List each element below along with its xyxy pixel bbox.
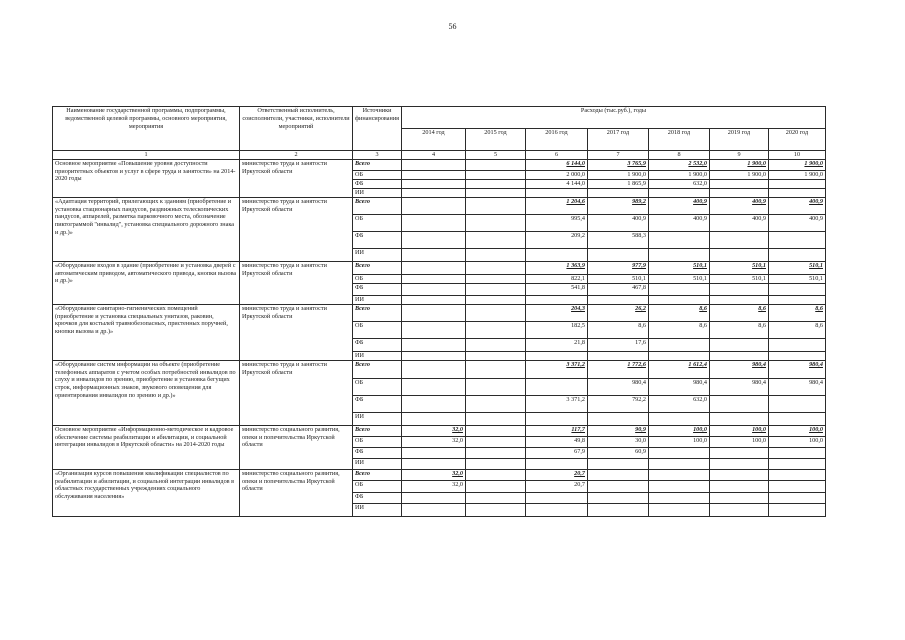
- value-cell: 8,6: [768, 304, 825, 321]
- value-cell: [401, 447, 465, 458]
- value-cell: 32,0: [401, 436, 465, 447]
- value-cell: 209,2: [525, 231, 587, 248]
- value-cell: [401, 248, 465, 261]
- value-cell: [768, 295, 825, 304]
- value-cell: [401, 321, 465, 338]
- value-cell: [768, 458, 825, 469]
- executor: министерство труда и занятости Иркутской области: [240, 197, 353, 261]
- value-cell: [401, 412, 465, 425]
- value-cell: 4 144,0: [525, 179, 587, 188]
- value-cell: [465, 274, 525, 283]
- value-cell: 632,0: [648, 395, 709, 412]
- value-cell: [465, 412, 525, 425]
- value-cell: [401, 179, 465, 188]
- value-cell: 588,3: [587, 231, 648, 248]
- activity-name: «Оборудование систем информации на объекте (приобретение телефонных аппаратов с учетом особых потребностей инвалидов по слуху и инвалидов по зрению, приобретение и установка бегущих строк, информационных знаков, звукового оповещения для ориентирования инвалидов по зрению и др.)»: [53, 360, 240, 425]
- value-cell: [401, 360, 465, 378]
- value-cell: [709, 395, 768, 412]
- value-cell: 6 144,0: [525, 159, 587, 170]
- value-cell: [401, 458, 465, 469]
- table-row: [53, 197, 826, 214]
- funding-source: ИИ: [353, 295, 402, 304]
- table-row: [53, 469, 826, 480]
- value-cell: [465, 458, 525, 469]
- value-cell: 49,8: [525, 436, 587, 447]
- value-cell: [465, 425, 525, 436]
- column-number: 5: [465, 151, 525, 160]
- funding-source: ИИ: [353, 412, 402, 425]
- executor: министерство труда и занятости Иркутской области: [240, 360, 353, 425]
- value-cell: 204,3: [525, 304, 587, 321]
- value-cell: [587, 295, 648, 304]
- column-number: 10: [768, 151, 825, 160]
- value-cell: 980,4: [587, 378, 648, 395]
- header-year: 2019 год: [709, 129, 768, 151]
- value-cell: 182,5: [525, 321, 587, 338]
- value-cell: 1 900,0: [709, 170, 768, 179]
- table-row: [53, 159, 826, 170]
- funding-source: ИИ: [353, 503, 402, 516]
- value-cell: 3 765,9: [587, 159, 648, 170]
- value-cell: [768, 338, 825, 351]
- value-cell: [648, 231, 709, 248]
- header-year: 2020 год: [768, 129, 825, 151]
- funding-source: ИИ: [353, 188, 402, 197]
- funding-source: ИИ: [353, 351, 402, 360]
- value-cell: [401, 159, 465, 170]
- value-cell: [709, 480, 768, 492]
- value-cell: 400,9: [648, 197, 709, 214]
- value-cell: 8,6: [648, 304, 709, 321]
- value-cell: [587, 503, 648, 516]
- value-cell: [465, 188, 525, 197]
- funding-source: ФБ: [353, 179, 402, 188]
- value-cell: [648, 283, 709, 295]
- header-year: 2016 год: [525, 129, 587, 151]
- header-col-source: Источники финансирования: [353, 107, 402, 151]
- value-cell: [401, 351, 465, 360]
- value-cell: 100,0: [768, 436, 825, 447]
- value-cell: 467,8: [587, 283, 648, 295]
- value-cell: 117,7: [525, 425, 587, 436]
- value-cell: 980,4: [768, 360, 825, 378]
- value-cell: [465, 248, 525, 261]
- funding-source: Всего: [353, 360, 402, 378]
- value-cell: [768, 503, 825, 516]
- value-cell: [401, 197, 465, 214]
- value-cell: 8,6: [768, 321, 825, 338]
- page-number: 56: [448, 22, 457, 31]
- value-cell: [709, 412, 768, 425]
- value-cell: 400,9: [768, 197, 825, 214]
- value-cell: 67,9: [525, 447, 587, 458]
- value-cell: [709, 179, 768, 188]
- value-cell: 2 532,0: [648, 159, 709, 170]
- activity-name: Основное мероприятие «Информационно-методическое и кадровое обеспечение системы реабилитации и абилитации, и социальной интеграции инвалидов в Иркутской области» на 2014-2020 годы: [53, 425, 240, 469]
- value-cell: 510,1: [768, 261, 825, 274]
- value-cell: 2 000,0: [525, 170, 587, 179]
- value-cell: [465, 231, 525, 248]
- funding-source: ОБ: [353, 480, 402, 492]
- value-cell: 1 900,0: [587, 170, 648, 179]
- executor: министерство социального развития, опеки и попечительства Иркутской области: [240, 425, 353, 469]
- value-cell: [401, 295, 465, 304]
- value-cell: [587, 458, 648, 469]
- value-cell: [648, 458, 709, 469]
- value-cell: [709, 231, 768, 248]
- value-cell: [465, 469, 525, 480]
- header-expenses: Расходы (тыс.руб.), годы: [401, 107, 825, 129]
- value-cell: [465, 480, 525, 492]
- value-cell: [768, 248, 825, 261]
- value-cell: 995,4: [525, 214, 587, 231]
- value-cell: [709, 492, 768, 503]
- value-cell: [465, 159, 525, 170]
- value-cell: [401, 214, 465, 231]
- column-number: 8: [648, 151, 709, 160]
- value-cell: 510,1: [768, 274, 825, 283]
- funding-source: Всего: [353, 469, 402, 480]
- value-cell: [465, 179, 525, 188]
- value-cell: 8,6: [648, 321, 709, 338]
- activity-name: Основное мероприятие «Повышение уровня доступности приоритетных объектов и услуг в сфере труда и занятости» на 2014-2020 годы: [53, 159, 240, 197]
- value-cell: [768, 351, 825, 360]
- table-row: [53, 261, 826, 274]
- executor: министерство труда и занятости Иркутской области: [240, 159, 353, 197]
- value-cell: 632,0: [648, 179, 709, 188]
- value-cell: 21,8: [525, 338, 587, 351]
- value-cell: [768, 469, 825, 480]
- funding-source: ИИ: [353, 248, 402, 261]
- value-cell: [587, 492, 648, 503]
- funding-source: ОБ: [353, 170, 402, 179]
- value-cell: [648, 412, 709, 425]
- funding-source: ИИ: [353, 458, 402, 469]
- value-cell: [401, 261, 465, 274]
- funding-source: Всего: [353, 304, 402, 321]
- value-cell: [465, 436, 525, 447]
- header-year: 2014 год: [401, 129, 465, 151]
- value-cell: 510,1: [709, 274, 768, 283]
- value-cell: 1 865,9: [587, 179, 648, 188]
- funding-source: ФБ: [353, 492, 402, 503]
- column-number: 2: [240, 151, 353, 160]
- column-number: 1: [53, 151, 240, 160]
- value-cell: [465, 283, 525, 295]
- value-cell: [465, 304, 525, 321]
- value-cell: [525, 492, 587, 503]
- value-cell: 400,9: [709, 197, 768, 214]
- header-col-executor: Ответственный исполнитель, соисполнители, участники, исполнители мероприятий: [240, 107, 353, 151]
- value-cell: [401, 188, 465, 197]
- value-cell: 1 900,0: [768, 170, 825, 179]
- value-cell: 3 371,2: [525, 360, 587, 378]
- value-cell: [709, 458, 768, 469]
- value-cell: 20,7: [525, 469, 587, 480]
- value-cell: [709, 469, 768, 480]
- value-cell: 822,1: [525, 274, 587, 283]
- value-cell: 17,6: [587, 338, 648, 351]
- value-cell: 100,0: [709, 436, 768, 447]
- value-cell: [401, 274, 465, 283]
- value-cell: [465, 503, 525, 516]
- value-cell: 8,6: [709, 321, 768, 338]
- value-cell: 541,8: [525, 283, 587, 295]
- value-cell: [401, 231, 465, 248]
- value-cell: 1 900,0: [648, 170, 709, 179]
- value-cell: [401, 170, 465, 179]
- column-number: 7: [587, 151, 648, 160]
- table-row: [53, 425, 826, 436]
- value-cell: 792,2: [587, 395, 648, 412]
- value-cell: 400,9: [587, 214, 648, 231]
- value-cell: 100,0: [768, 425, 825, 436]
- value-cell: [709, 338, 768, 351]
- funding-source: ФБ: [353, 447, 402, 458]
- value-cell: [709, 283, 768, 295]
- activity-name: «Адаптация территорий, прилегающих к зданиям (приобретение и установка стационарных пандусов, раздвижных телескопических пандусов, аппарелей, разметка парковочного места, обозначение пиктограммой "инвалид", установка специального дорожного знака и др.)»: [53, 197, 240, 261]
- value-cell: [525, 351, 587, 360]
- value-cell: [768, 447, 825, 458]
- value-cell: [768, 188, 825, 197]
- value-cell: [525, 248, 587, 261]
- value-cell: [648, 248, 709, 261]
- funding-source: ФБ: [353, 283, 402, 295]
- value-cell: [465, 395, 525, 412]
- activity-name: «Организация курсов повышения квалификации специалистов по реабилитации и абилитации, и социальной интеграции инвалидов в областных государственных учреждениях социального обслуживания населения»: [53, 469, 240, 516]
- value-cell: 32,0: [401, 480, 465, 492]
- value-cell: 100,0: [648, 436, 709, 447]
- header-year: 2018 год: [648, 129, 709, 151]
- funding-source: Всего: [353, 261, 402, 274]
- value-cell: [648, 447, 709, 458]
- value-cell: 90,9: [587, 425, 648, 436]
- column-number: 3: [353, 151, 402, 160]
- value-cell: [648, 351, 709, 360]
- value-cell: [648, 338, 709, 351]
- value-cell: [648, 295, 709, 304]
- value-cell: [709, 248, 768, 261]
- value-cell: 510,1: [648, 274, 709, 283]
- budget-table: [52, 106, 826, 517]
- value-cell: 980,4: [648, 378, 709, 395]
- value-cell: [648, 503, 709, 516]
- value-cell: [465, 492, 525, 503]
- funding-source: ОБ: [353, 378, 402, 395]
- funding-source: Всего: [353, 425, 402, 436]
- value-cell: [648, 492, 709, 503]
- value-cell: 1 772,6: [587, 360, 648, 378]
- value-cell: 100,0: [648, 425, 709, 436]
- column-number: 9: [709, 151, 768, 160]
- value-cell: [465, 295, 525, 304]
- value-cell: [401, 503, 465, 516]
- value-cell: 989,2: [587, 197, 648, 214]
- value-cell: [768, 492, 825, 503]
- value-cell: [401, 338, 465, 351]
- value-cell: [401, 492, 465, 503]
- value-cell: 100,0: [709, 425, 768, 436]
- value-cell: 20,7: [525, 480, 587, 492]
- activity-name: «Оборудование входов в здание (приобретение и установка дверей с автоматическим приводом, автоматического привода, кнопки вызова и др.)»: [53, 261, 240, 304]
- value-cell: [465, 338, 525, 351]
- executor: министерство труда и занятости Иркутской области: [240, 304, 353, 360]
- value-cell: [401, 304, 465, 321]
- value-cell: [587, 351, 648, 360]
- value-cell: 400,9: [709, 214, 768, 231]
- value-cell: 30,0: [587, 436, 648, 447]
- table-row: [53, 360, 826, 378]
- value-cell: [648, 188, 709, 197]
- funding-source: ОБ: [353, 436, 402, 447]
- value-cell: 1 900,0: [768, 159, 825, 170]
- value-cell: [465, 170, 525, 179]
- value-cell: 1 204,6: [525, 197, 587, 214]
- value-cell: 510,1: [709, 261, 768, 274]
- value-cell: [525, 412, 587, 425]
- value-cell: [465, 447, 525, 458]
- header-col-name: Наименование государственной программы, подпрограммы, ведомственной целевой программы, основного мероприятия, мероприятия: [53, 107, 240, 151]
- value-cell: 3 371,2: [525, 395, 587, 412]
- executor: министерство труда и занятости Иркутской области: [240, 261, 353, 304]
- value-cell: [587, 412, 648, 425]
- value-cell: [587, 480, 648, 492]
- value-cell: [768, 283, 825, 295]
- value-cell: [465, 378, 525, 395]
- value-cell: 980,4: [709, 378, 768, 395]
- value-cell: 60,9: [587, 447, 648, 458]
- column-number: 6: [525, 151, 587, 160]
- value-cell: [709, 503, 768, 516]
- value-cell: 980,4: [709, 360, 768, 378]
- value-cell: [587, 188, 648, 197]
- value-cell: 510,1: [587, 274, 648, 283]
- value-cell: 32,0: [401, 425, 465, 436]
- value-cell: [465, 214, 525, 231]
- value-cell: [401, 378, 465, 395]
- value-cell: [768, 395, 825, 412]
- value-cell: [525, 188, 587, 197]
- value-cell: [465, 261, 525, 274]
- value-cell: 8,6: [709, 304, 768, 321]
- funding-source: ОБ: [353, 274, 402, 283]
- value-cell: [525, 295, 587, 304]
- executor: министерство социального развития, опеки и попечительства Иркутской области: [240, 469, 353, 516]
- activity-name: «Оборудование санитарно-гигиенических помещений (приобретение и установка специальных унитазов, раковин, крючков для костылей травмобезопасных, пристенных поручней, кнопки вызова и др.)»: [53, 304, 240, 360]
- value-cell: 977,9: [587, 261, 648, 274]
- value-cell: [525, 378, 587, 395]
- value-cell: 1 900,0: [709, 159, 768, 170]
- table-row: [53, 304, 826, 321]
- funding-source: ОБ: [353, 214, 402, 231]
- value-cell: [709, 351, 768, 360]
- value-cell: [525, 503, 587, 516]
- column-number: 4: [401, 151, 465, 160]
- value-cell: [465, 197, 525, 214]
- value-cell: [709, 295, 768, 304]
- funding-source: Всего: [353, 159, 402, 170]
- value-cell: 8,6: [587, 321, 648, 338]
- funding-source: ОБ: [353, 321, 402, 338]
- value-cell: 400,9: [648, 214, 709, 231]
- value-cell: [525, 458, 587, 469]
- header-year: 2015 год: [465, 129, 525, 151]
- value-cell: [648, 469, 709, 480]
- value-cell: [465, 351, 525, 360]
- funding-source: ФБ: [353, 338, 402, 351]
- value-cell: [587, 469, 648, 480]
- value-cell: [465, 321, 525, 338]
- value-cell: 1 363,9: [525, 261, 587, 274]
- value-cell: 26,2: [587, 304, 648, 321]
- value-cell: 1 612,4: [648, 360, 709, 378]
- value-cell: [709, 447, 768, 458]
- funding-source: Всего: [353, 197, 402, 214]
- value-cell: [768, 480, 825, 492]
- value-cell: [768, 231, 825, 248]
- value-cell: [401, 283, 465, 295]
- value-cell: 400,9: [768, 214, 825, 231]
- value-cell: [587, 248, 648, 261]
- value-cell: [648, 480, 709, 492]
- header-year: 2017 год: [587, 129, 648, 151]
- value-cell: [768, 179, 825, 188]
- value-cell: [401, 395, 465, 412]
- value-cell: 980,4: [768, 378, 825, 395]
- value-cell: 32,0: [401, 469, 465, 480]
- value-cell: 510,1: [648, 261, 709, 274]
- funding-source: ФБ: [353, 395, 402, 412]
- value-cell: [465, 360, 525, 378]
- funding-source: ФБ: [353, 231, 402, 248]
- value-cell: [768, 412, 825, 425]
- value-cell: [709, 188, 768, 197]
